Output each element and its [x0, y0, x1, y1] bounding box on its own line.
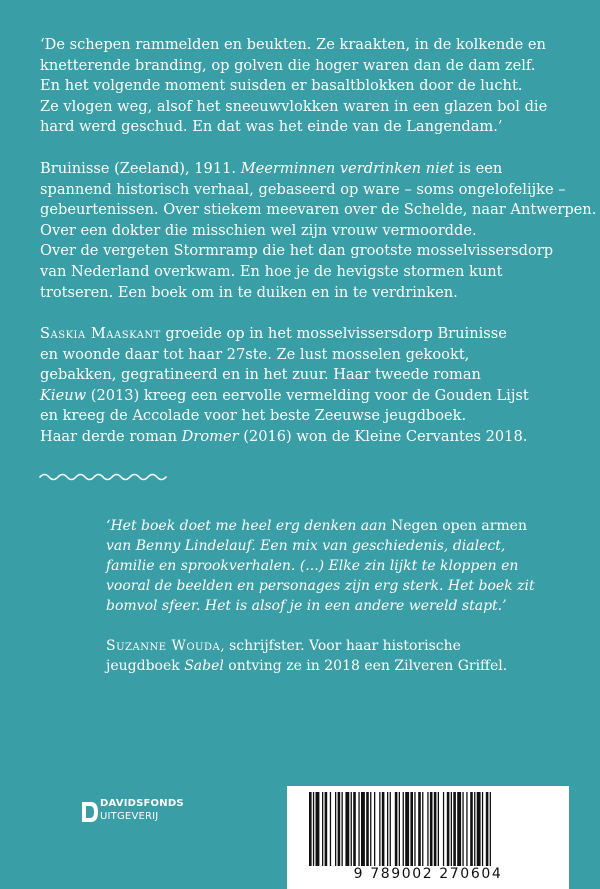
summary-intro-end: is een — [454, 160, 503, 177]
reviewer-attribution — [106, 636, 566, 676]
quote-text: vooral de beelden en personages zijn erg sterk. Het boek zit — [106, 578, 535, 594]
barcode-bar — [422, 792, 423, 866]
barcode-bar — [366, 792, 369, 866]
barcode-bar — [434, 792, 437, 866]
barcode-bar — [387, 792, 388, 866]
barcode-bar — [414, 792, 415, 866]
quote-line — [106, 576, 566, 596]
barcode-bar — [374, 792, 375, 866]
barcode-bar — [451, 792, 452, 866]
barcode-bar — [395, 792, 398, 866]
publisher-name: DAVIDSFONDS — [100, 798, 184, 809]
barcode-bar — [325, 792, 328, 866]
reviewer-line — [106, 656, 566, 676]
barcode-bar — [335, 792, 336, 866]
barcode-bar — [330, 792, 331, 866]
quote-text: ‘Het boek doet me heel erg denken aan — [106, 518, 391, 534]
author-line: en kreeg de Accolade voor het beste Zeeuwse jeugdboek. — [40, 407, 467, 425]
barcode — [287, 786, 569, 889]
quote-line — [106, 596, 566, 616]
summary-line: spannend historisch verhaal, gebaseerd op ware – soms ongelofelijke – — [40, 180, 566, 198]
excerpt-line: En het volgende moment suisden er basaltblokken door de lucht. — [40, 77, 523, 95]
author-line-text: (2013) kreeg een eervolle vermelding voor de Gouden Lijst — [86, 386, 529, 404]
barcode-bar — [477, 792, 481, 866]
barcode-bar — [466, 792, 467, 866]
barcode-bar — [322, 792, 323, 866]
author-line — [40, 324, 560, 345]
barcode-bar — [370, 792, 371, 866]
barcode-bar — [390, 792, 391, 866]
barcode-bar — [338, 792, 341, 866]
barcode-bar — [486, 792, 489, 866]
summary-intro: Bruinisse (Zeeland), 1911. — [40, 160, 241, 177]
author-line-text: groeide op in het mosselvissersdorp Bruinisse — [160, 325, 507, 342]
quoted-book-title: Negen open armen — [390, 518, 527, 534]
barcode-bar — [382, 792, 385, 866]
barcode-bar — [379, 792, 380, 866]
barcode-bar — [345, 792, 349, 866]
barcode-bar — [403, 792, 404, 866]
barcode-bar — [358, 792, 359, 866]
author-line: gebakken, gegratineerd en in het zuur. Haar tweede roman — [40, 366, 481, 384]
quote-text: bomvol sfeer. Het is alsof je in een andere wereld stapt.’ — [106, 598, 507, 614]
reviewer-text: jeugdboek — [106, 658, 185, 674]
barcode-bar — [430, 792, 433, 866]
barcode-bar — [443, 792, 444, 866]
author-line: en woonde daar tot haar 27ste. Ze lust mosselen gekookt, — [40, 345, 470, 363]
book-title-kieuw: Kieuw — [40, 386, 87, 404]
barcode-bar — [309, 792, 312, 866]
barcode-bar — [474, 792, 475, 866]
wave-divider-icon — [38, 470, 168, 484]
reviewer-text: ontving ze in 2018 een Zilveren Griffel. — [223, 658, 508, 674]
quote-line — [106, 516, 566, 536]
barcode-bar — [405, 792, 409, 866]
barcode-bar — [351, 792, 352, 866]
barcode-bar — [361, 792, 365, 866]
barcode-bar — [313, 792, 314, 866]
excerpt-paragraph — [40, 35, 560, 138]
reviewer-text: , schrijfster. Voor haar historische — [220, 638, 461, 654]
barcode-bar — [482, 792, 483, 866]
reviewer-line — [106, 636, 566, 656]
excerpt-line: ‘De schepen rammelden en beukten. Ze kraakten, in de kolkende en — [40, 36, 546, 53]
barcode-bar — [490, 792, 491, 866]
davidsfonds-logo-icon — [80, 798, 100, 826]
barcode-icon — [309, 792, 547, 866]
quote-text: familie en sprookverhalen. (...) Elke zin lijkt te kloppen en — [106, 558, 519, 574]
quote-text: van Benny Lindelauf. Een mix van geschiedenis, dialect, — [106, 538, 506, 554]
author-line — [40, 427, 560, 448]
barcode-bar — [342, 792, 343, 866]
reviewer-name: Suzanne Wouda — [106, 638, 221, 654]
quote-line — [106, 536, 566, 556]
author-line-text: Haar derde roman — [40, 427, 182, 445]
barcode-bar — [427, 792, 428, 866]
summary-line: Over een dokter die misschien wel zijn vrouw vermoordde. — [40, 221, 477, 239]
barcode-bar — [447, 792, 450, 866]
barcode-bar — [462, 792, 463, 866]
barcode-bar — [418, 792, 421, 866]
excerpt-line: hard werd geschud. En dat was het einde van de Langendam.’ — [40, 118, 503, 136]
summary-line: Over de vergeten Stormramp die het dan grootste mosselvissersdorp — [40, 242, 554, 260]
author-name: Saskia Maaskant — [40, 325, 161, 342]
barcode-bar — [410, 792, 413, 866]
excerpt-line: knetterende branding, op golven die hoger waren dan de dam zelf. — [40, 56, 536, 74]
summary-line: trotseren. Een boek om in te duiken en in te verdrinken. — [40, 283, 458, 301]
summary-paragraph — [40, 159, 597, 303]
barcode-bar — [399, 792, 400, 866]
isbn-number: 9 789002 270604 — [353, 866, 503, 882]
author-bio — [40, 324, 560, 448]
book-title-dromer: Dromer — [181, 427, 239, 445]
barcode-bar — [453, 792, 456, 866]
barcode-bar — [438, 792, 439, 866]
quote-line — [106, 556, 566, 576]
barcode-bar — [457, 792, 461, 866]
book-title-sabel: Sabel — [184, 658, 224, 674]
summary-line: gebeurtenissen. Over stiekem meevaren over de Schelde, naar Antwerpen. — [40, 201, 597, 219]
publisher-subtitle: UITGEVERIJ — [100, 811, 159, 822]
summary-line — [40, 159, 560, 180]
author-line — [40, 386, 560, 407]
review-quote — [106, 516, 566, 616]
barcode-bar — [353, 792, 356, 866]
barcode-bar — [470, 792, 473, 866]
book-title: Meerminnen verdrinken niet — [240, 160, 455, 177]
summary-line: van Nederland overkwam. En hoe je de hevigste stormen kunt — [40, 262, 503, 280]
barcode-bar — [316, 792, 320, 866]
excerpt-line: Ze vlogen weg, alsof het sneeuwvlokken waren in een glazen bol die — [40, 97, 548, 115]
author-line-text: (2016) won de Kleine Cervantes 2018. — [238, 427, 528, 445]
